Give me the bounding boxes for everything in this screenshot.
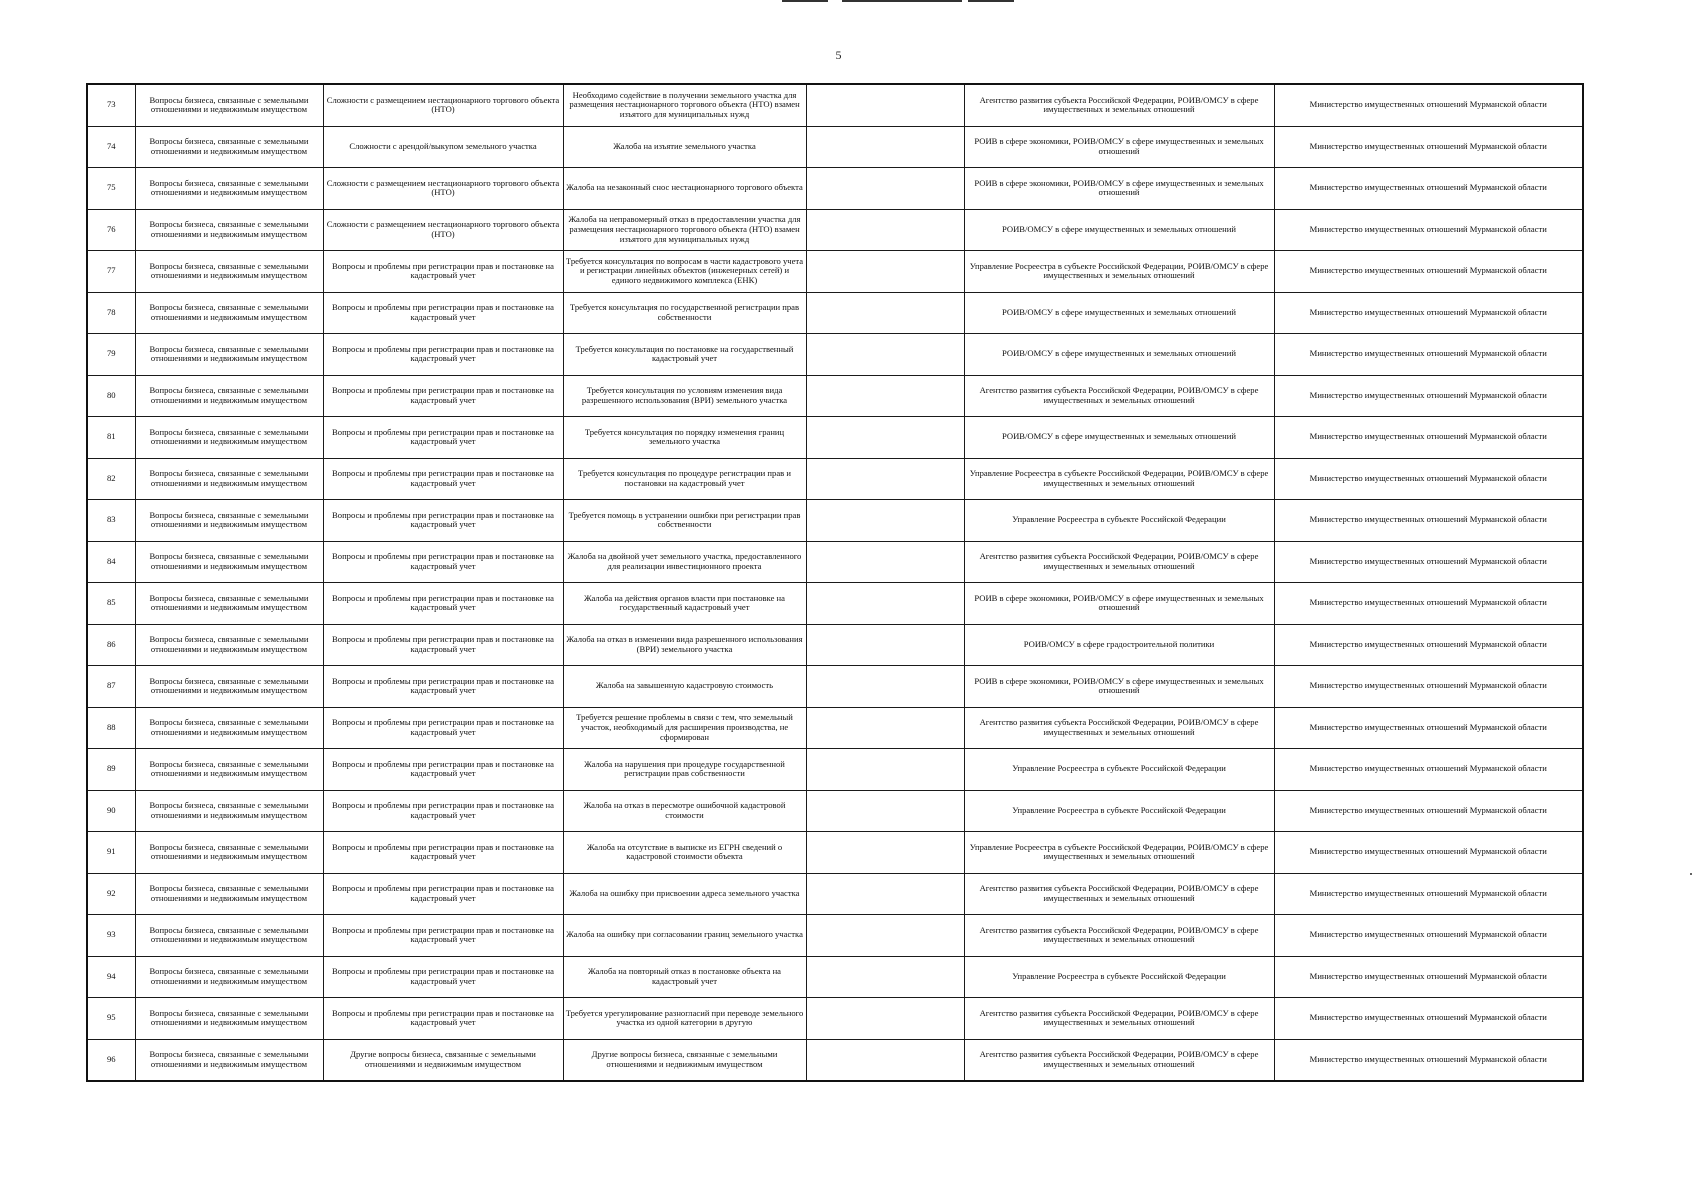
responsible-authority-cell: Агентство развития субъекта Российской Федерации, РОИВ/ОМСУ в сфере имущественных и земельных отношений: [964, 915, 1274, 957]
category-cell: Вопросы бизнеса, связанные с земельными отношениями и недвижимым имуществом: [135, 832, 323, 874]
category-cell: Вопросы бизнеса, связанные с земельными отношениями и недвижимым имуществом: [135, 624, 323, 666]
category-cell: Вопросы бизнеса, связанные с земельными отношениями и недвижимым имуществом: [135, 168, 323, 210]
ministry-cell: Министерство имущественных отношений Мурманской области: [1274, 541, 1583, 583]
empty-cell: [806, 292, 964, 334]
responsible-authority-cell: Управление Росреестра в субъекте Российской Федерации: [964, 500, 1274, 542]
ministry-cell: Министерство имущественных отношений Мурманской области: [1274, 375, 1583, 417]
row-number: 93: [87, 915, 135, 957]
category-cell: Вопросы бизнеса, связанные с земельными отношениями и недвижимым имуществом: [135, 915, 323, 957]
topic-cell: Вопросы и проблемы при регистрации прав и постановке на кадастровый учет: [323, 915, 563, 957]
table-row: [87, 956, 1583, 998]
responsible-authority-cell: Агентство развития субъекта Российской Федерации, РОИВ/ОМСУ в сфере имущественных и земельных отношений: [964, 873, 1274, 915]
ministry-cell: Министерство имущественных отношений Мурманской области: [1274, 707, 1583, 749]
issue-cell: Необходимо содействие в получении земельного участка для размещения нестационарного торгового объекта (НТО) взамен изъятого для муниципальных нужд: [563, 84, 806, 126]
table-row: [87, 707, 1583, 749]
ministry-cell: Министерство имущественных отношений Мурманской области: [1274, 956, 1583, 998]
table-row: [87, 251, 1583, 293]
ministry-cell: Министерство имущественных отношений Мурманской области: [1274, 458, 1583, 500]
register-table: [86, 83, 1584, 1082]
page-number: 5: [835, 48, 842, 62]
issue-cell: Жалоба на действия органов власти при постановке на государственный кадастровый учет: [563, 583, 806, 625]
row-number: 90: [87, 790, 135, 832]
topic-cell: Вопросы и проблемы при регистрации прав и постановке на кадастровый учет: [323, 458, 563, 500]
scan-mark: [782, 0, 828, 2]
responsible-authority-cell: РОИВ/ОМСУ в сфере градостроительной политики: [964, 624, 1274, 666]
ministry-cell: Министерство имущественных отношений Мурманской области: [1274, 1039, 1583, 1081]
topic-cell: Вопросы и проблемы при регистрации прав и постановке на кадастровый учет: [323, 292, 563, 334]
ministry-cell: Министерство имущественных отношений Мурманской области: [1274, 749, 1583, 791]
topic-cell: Вопросы и проблемы при регистрации прав и постановке на кадастровый учет: [323, 375, 563, 417]
row-number: 77: [87, 251, 135, 293]
topic-cell: Вопросы и проблемы при регистрации прав и постановке на кадастровый учет: [323, 334, 563, 376]
responsible-authority-cell: РОИВ в сфере экономики, РОИВ/ОМСУ в сфере имущественных и земельных отношений: [964, 583, 1274, 625]
empty-cell: [806, 209, 964, 251]
issue-cell: Жалоба на двойной учет земельного участка, предоставленного для реализации инвестиционного проекта: [563, 541, 806, 583]
empty-cell: [806, 583, 964, 625]
ministry-cell: Министерство имущественных отношений Мурманской области: [1274, 292, 1583, 334]
empty-cell: [806, 998, 964, 1040]
issue-cell: Жалоба на неправомерный отказ в предоставлении участка для размещения нестационарного торгового объекта (НТО) взамен изъятого для муниципальных нужд: [563, 209, 806, 251]
row-number: 78: [87, 292, 135, 334]
table-row: [87, 209, 1583, 251]
topic-cell: Вопросы и проблемы при регистрации прав и постановке на кадастровый учет: [323, 624, 563, 666]
issue-cell: Требуется консультация по порядку изменения границ земельного участка: [563, 417, 806, 459]
ministry-cell: Министерство имущественных отношений Мурманской области: [1274, 251, 1583, 293]
table-row: [87, 915, 1583, 957]
ministry-cell: Министерство имущественных отношений Мурманской области: [1274, 168, 1583, 210]
ministry-cell: Министерство имущественных отношений Мурманской области: [1274, 915, 1583, 957]
ministry-cell: Министерство имущественных отношений Мурманской области: [1274, 624, 1583, 666]
category-cell: Вопросы бизнеса, связанные с земельными отношениями и недвижимым имуществом: [135, 707, 323, 749]
table-row: [87, 500, 1583, 542]
scan-mark: [842, 0, 962, 2]
issue-cell: Требуется консультация по государственной регистрации прав собственности: [563, 292, 806, 334]
row-number: 88: [87, 707, 135, 749]
category-cell: Вопросы бизнеса, связанные с земельными отношениями и недвижимым имуществом: [135, 334, 323, 376]
empty-cell: [806, 84, 964, 126]
empty-cell: [806, 168, 964, 210]
issue-cell: Жалоба на отказ в изменении вида разрешенного использования (ВРИ) земельного участка: [563, 624, 806, 666]
topic-cell: Вопросы и проблемы при регистрации прав и постановке на кадастровый учет: [323, 541, 563, 583]
row-number: 84: [87, 541, 135, 583]
table-row: [87, 458, 1583, 500]
topic-cell: Вопросы и проблемы при регистрации прав и постановке на кадастровый учет: [323, 749, 563, 791]
issue-cell: Жалоба на отказ в пересмотре ошибочной кадастровой стоимости: [563, 790, 806, 832]
table-row: [87, 126, 1583, 168]
issue-cell: Жалоба на ошибку при согласовании границ земельного участка: [563, 915, 806, 957]
row-number: 75: [87, 168, 135, 210]
issue-cell: Требуется консультация по постановке на государственный кадастровый учет: [563, 334, 806, 376]
table-row: [87, 832, 1583, 874]
ministry-cell: Министерство имущественных отношений Мурманской области: [1274, 500, 1583, 542]
responsible-authority-cell: РОИВ в сфере экономики, РОИВ/ОМСУ в сфере имущественных и земельных отношений: [964, 126, 1274, 168]
empty-cell: [806, 375, 964, 417]
table-row: [87, 624, 1583, 666]
issue-cell: Требуется консультация по процедуре регистрации прав и постановки на кадастровый учет: [563, 458, 806, 500]
category-cell: Вопросы бизнеса, связанные с земельными отношениями и недвижимым имуществом: [135, 500, 323, 542]
issue-cell: Требуется консультация по условиям изменения вида разрешенного использования (ВРИ) земельного участка: [563, 375, 806, 417]
empty-cell: [806, 956, 964, 998]
row-number: 83: [87, 500, 135, 542]
row-number: 76: [87, 209, 135, 251]
topic-cell: Сложности с размещением нестационарного торгового объекта (НТО): [323, 84, 563, 126]
row-number: 81: [87, 417, 135, 459]
category-cell: Вопросы бизнеса, связанные с земельными отношениями и недвижимым имуществом: [135, 541, 323, 583]
empty-cell: [806, 624, 964, 666]
row-number: 91: [87, 832, 135, 874]
row-number: 74: [87, 126, 135, 168]
empty-cell: [806, 126, 964, 168]
table-row: [87, 84, 1583, 126]
topic-cell: Сложности с арендой/выкупом земельного участка: [323, 126, 563, 168]
issue-cell: Требуется решение проблемы в связи с тем, что земельный участок, необходимый для расширения производства, не сформирован: [563, 707, 806, 749]
responsible-authority-cell: Агентство развития субъекта Российской Федерации, РОИВ/ОМСУ в сфере имущественных и земельных отношений: [964, 375, 1274, 417]
empty-cell: [806, 749, 964, 791]
table-row: [87, 334, 1583, 376]
empty-cell: [806, 832, 964, 874]
issue-cell: Жалоба на завышенную кадастровую стоимость: [563, 666, 806, 708]
category-cell: Вопросы бизнеса, связанные с земельными отношениями и недвижимым имуществом: [135, 583, 323, 625]
row-number: 89: [87, 749, 135, 791]
category-cell: Вопросы бизнеса, связанные с земельными отношениями и недвижимым имуществом: [135, 375, 323, 417]
ministry-cell: Министерство имущественных отношений Мурманской области: [1274, 666, 1583, 708]
ministry-cell: Министерство имущественных отношений Мурманской области: [1274, 84, 1583, 126]
table-row: [87, 873, 1583, 915]
table-row: [87, 417, 1583, 459]
table-row: [87, 749, 1583, 791]
ministry-cell: Министерство имущественных отношений Мурманской области: [1274, 583, 1583, 625]
responsible-authority-cell: Агентство развития субъекта Российской Федерации, РОИВ/ОМСУ в сфере имущественных и земельных отношений: [964, 1039, 1274, 1081]
issue-cell: Жалоба на изъятие земельного участка: [563, 126, 806, 168]
scan-mark: [968, 0, 1014, 2]
issue-cell: Требуется помощь в устранении ошибки при регистрации прав собственности: [563, 500, 806, 542]
empty-cell: [806, 915, 964, 957]
table-row: [87, 292, 1583, 334]
issue-cell: Требуется консультация по вопросам в части кадастрового учета и регистрации линейных объектов (инженерных сетей) и единого недвижимого комплекса (ЕНК): [563, 251, 806, 293]
table-row: [87, 168, 1583, 210]
issue-cell: Жалоба на незаконный снос нестационарного торгового объекта: [563, 168, 806, 210]
responsible-authority-cell: Управление Росреестра в субъекте Российской Федерации, РОИВ/ОМСУ в сфере имущественных и земельных отношений: [964, 251, 1274, 293]
responsible-authority-cell: РОИВ в сфере экономики, РОИВ/ОМСУ в сфере имущественных и земельных отношений: [964, 666, 1274, 708]
category-cell: Вопросы бизнеса, связанные с земельными отношениями и недвижимым имуществом: [135, 251, 323, 293]
category-cell: Вопросы бизнеса, связанные с земельными отношениями и недвижимым имуществом: [135, 956, 323, 998]
table-row: [87, 998, 1583, 1040]
row-number: 73: [87, 84, 135, 126]
scan-artifact-top: [0, 0, 1700, 8]
row-number: 85: [87, 583, 135, 625]
issue-cell: Жалоба на ошибку при присвоении адреса земельного участка: [563, 873, 806, 915]
responsible-authority-cell: РОИВ/ОМСУ в сфере имущественных и земельных отношений: [964, 334, 1274, 376]
responsible-authority-cell: РОИВ/ОМСУ в сфере имущественных и земельных отношений: [964, 417, 1274, 459]
row-number: 94: [87, 956, 135, 998]
empty-cell: [806, 790, 964, 832]
responsible-authority-cell: Управление Росреестра в субъекте Российской Федерации: [964, 749, 1274, 791]
scan-speck: [1690, 873, 1692, 875]
issue-cell: Жалоба на нарушения при процедуре государственной регистрации прав собственности: [563, 749, 806, 791]
table-row: [87, 666, 1583, 708]
responsible-authority-cell: РОИВ в сфере экономики, РОИВ/ОМСУ в сфере имущественных и земельных отношений: [964, 168, 1274, 210]
ministry-cell: Министерство имущественных отношений Мурманской области: [1274, 998, 1583, 1040]
topic-cell: Вопросы и проблемы при регистрации прав и постановке на кадастровый учет: [323, 998, 563, 1040]
ministry-cell: Министерство имущественных отношений Мурманской области: [1274, 790, 1583, 832]
ministry-cell: Министерство имущественных отношений Мурманской области: [1274, 832, 1583, 874]
category-cell: Вопросы бизнеса, связанные с земельными отношениями и недвижимым имуществом: [135, 209, 323, 251]
row-number: 92: [87, 873, 135, 915]
topic-cell: Вопросы и проблемы при регистрации прав и постановке на кадастровый учет: [323, 583, 563, 625]
empty-cell: [806, 417, 964, 459]
category-cell: Вопросы бизнеса, связанные с земельными отношениями и недвижимым имуществом: [135, 1039, 323, 1081]
row-number: 80: [87, 375, 135, 417]
empty-cell: [806, 666, 964, 708]
row-number: 87: [87, 666, 135, 708]
topic-cell: Сложности с размещением нестационарного торгового объекта (НТО): [323, 168, 563, 210]
topic-cell: Сложности с размещением нестационарного торгового объекта (НТО): [323, 209, 563, 251]
topic-cell: Вопросы и проблемы при регистрации прав и постановке на кадастровый учет: [323, 666, 563, 708]
ministry-cell: Министерство имущественных отношений Мурманской области: [1274, 334, 1583, 376]
category-cell: Вопросы бизнеса, связанные с земельными отношениями и недвижимым имуществом: [135, 126, 323, 168]
topic-cell: Вопросы и проблемы при регистрации прав и постановке на кадастровый учет: [323, 707, 563, 749]
empty-cell: [806, 1039, 964, 1081]
responsible-authority-cell: Агентство развития субъекта Российской Федерации, РОИВ/ОМСУ в сфере имущественных и земельных отношений: [964, 998, 1274, 1040]
topic-cell: Вопросы и проблемы при регистрации прав и постановке на кадастровый учет: [323, 790, 563, 832]
responsible-authority-cell: Агентство развития субъекта Российской Федерации, РОИВ/ОМСУ в сфере имущественных и земельных отношений: [964, 84, 1274, 126]
row-number: 79: [87, 334, 135, 376]
category-cell: Вопросы бизнеса, связанные с земельными отношениями и недвижимым имуществом: [135, 998, 323, 1040]
responsible-authority-cell: Управление Росреестра в субъекте Российской Федерации: [964, 790, 1274, 832]
ministry-cell: Министерство имущественных отношений Мурманской области: [1274, 873, 1583, 915]
empty-cell: [806, 541, 964, 583]
category-cell: Вопросы бизнеса, связанные с земельными отношениями и недвижимым имуществом: [135, 666, 323, 708]
category-cell: Вопросы бизнеса, связанные с земельными отношениями и недвижимым имуществом: [135, 458, 323, 500]
responsible-authority-cell: Управление Росреестра в субъекте Российской Федерации: [964, 956, 1274, 998]
topic-cell: Вопросы и проблемы при регистрации прав и постановке на кадастровый учет: [323, 956, 563, 998]
empty-cell: [806, 873, 964, 915]
topic-cell: Вопросы и проблемы при регистрации прав и постановке на кадастровый учет: [323, 500, 563, 542]
ministry-cell: Министерство имущественных отношений Мурманской области: [1274, 126, 1583, 168]
responsible-authority-cell: РОИВ/ОМСУ в сфере имущественных и земельных отношений: [964, 209, 1274, 251]
ministry-cell: Министерство имущественных отношений Мурманской области: [1274, 209, 1583, 251]
empty-cell: [806, 458, 964, 500]
issue-cell: Жалоба на отсутствие в выписке из ЕГРН сведений о кадастровой стоимости объекта: [563, 832, 806, 874]
responsible-authority-cell: Агентство развития субъекта Российской Федерации, РОИВ/ОМСУ в сфере имущественных и земельных отношений: [964, 707, 1274, 749]
row-number: 96: [87, 1039, 135, 1081]
issue-cell: Требуется урегулирование разногласий при переводе земельного участка из одной категории в другую: [563, 998, 806, 1040]
register-table-body: [87, 84, 1583, 1081]
responsible-authority-cell: Управление Росреестра в субъекте Российской Федерации, РОИВ/ОМСУ в сфере имущественных и земельных отношений: [964, 458, 1274, 500]
responsible-authority-cell: Агентство развития субъекта Российской Федерации, РОИВ/ОМСУ в сфере имущественных и земельных отношений: [964, 541, 1274, 583]
empty-cell: [806, 251, 964, 293]
row-number: 86: [87, 624, 135, 666]
category-cell: Вопросы бизнеса, связанные с земельными отношениями и недвижимым имуществом: [135, 873, 323, 915]
category-cell: Вопросы бизнеса, связанные с земельными отношениями и недвижимым имуществом: [135, 749, 323, 791]
issue-cell: Другие вопросы бизнеса, связанные с земельными отношениями и недвижимым имуществом: [563, 1039, 806, 1081]
topic-cell: Вопросы и проблемы при регистрации прав и постановке на кадастровый учет: [323, 251, 563, 293]
table-row: [87, 1039, 1583, 1081]
category-cell: Вопросы бизнеса, связанные с земельными отношениями и недвижимым имуществом: [135, 417, 323, 459]
topic-cell: Вопросы и проблемы при регистрации прав и постановке на кадастровый учет: [323, 417, 563, 459]
table-row: [87, 375, 1583, 417]
table-row: [87, 790, 1583, 832]
category-cell: Вопросы бизнеса, связанные с земельными отношениями и недвижимым имуществом: [135, 790, 323, 832]
table-row: [87, 541, 1583, 583]
topic-cell: Вопросы и проблемы при регистрации прав и постановке на кадастровый учет: [323, 832, 563, 874]
issue-cell: Жалоба на повторный отказ в постановке объекта на кадастровый учет: [563, 956, 806, 998]
category-cell: Вопросы бизнеса, связанные с земельными отношениями и недвижимым имуществом: [135, 292, 323, 334]
empty-cell: [806, 500, 964, 542]
table-row: [87, 583, 1583, 625]
responsible-authority-cell: РОИВ/ОМСУ в сфере имущественных и земельных отношений: [964, 292, 1274, 334]
row-number: 95: [87, 998, 135, 1040]
ministry-cell: Министерство имущественных отношений Мурманской области: [1274, 417, 1583, 459]
category-cell: Вопросы бизнеса, связанные с земельными отношениями и недвижимым имуществом: [135, 84, 323, 126]
topic-cell: Вопросы и проблемы при регистрации прав и постановке на кадастровый учет: [323, 873, 563, 915]
responsible-authority-cell: Управление Росреестра в субъекте Российской Федерации, РОИВ/ОМСУ в сфере имущественных и земельных отношений: [964, 832, 1274, 874]
topic-cell: Другие вопросы бизнеса, связанные с земельными отношениями и недвижимым имуществом: [323, 1039, 563, 1081]
empty-cell: [806, 334, 964, 376]
row-number: 82: [87, 458, 135, 500]
empty-cell: [806, 707, 964, 749]
